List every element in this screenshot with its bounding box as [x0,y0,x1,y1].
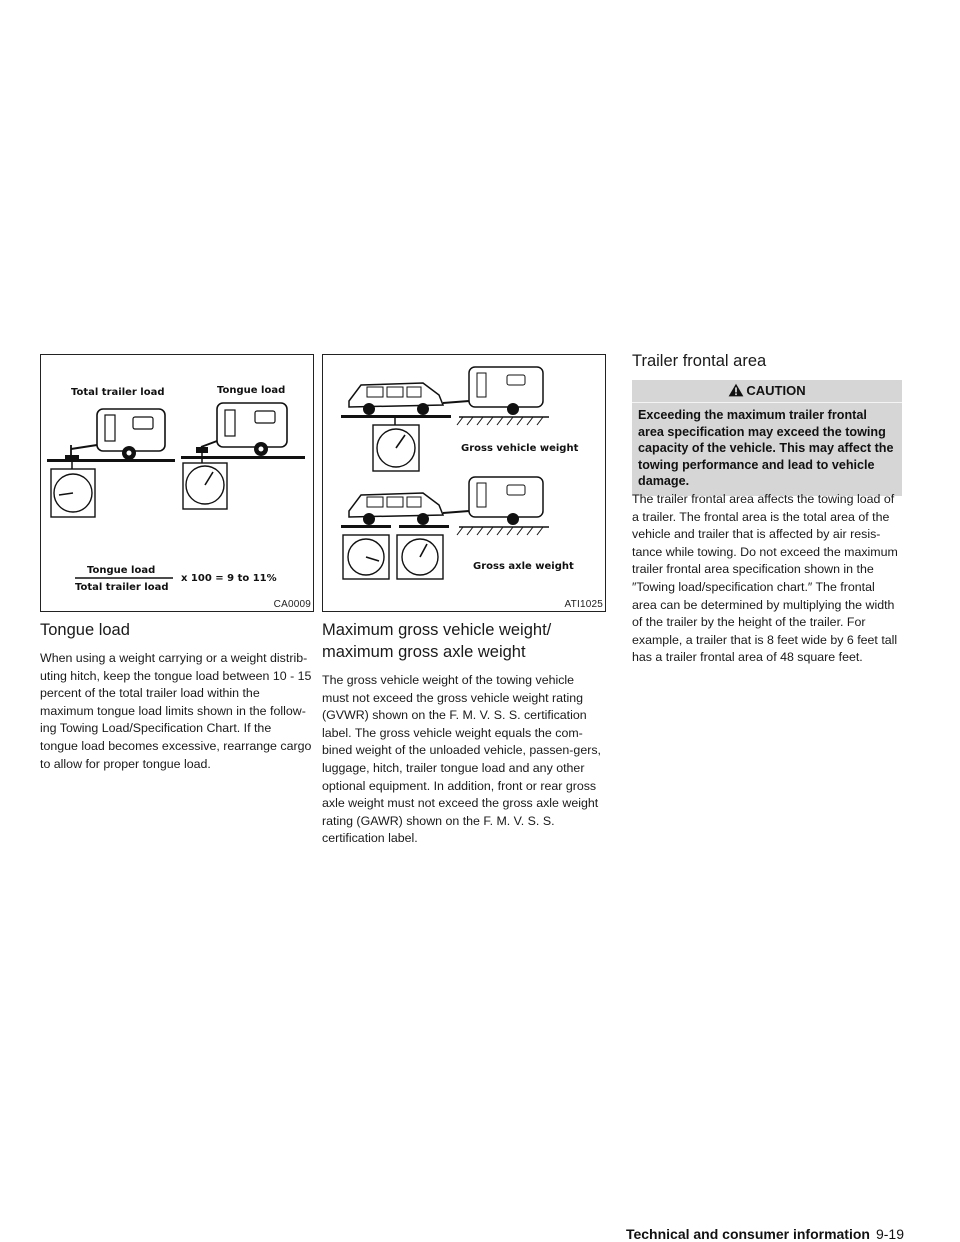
gross-weight-heading [322,619,604,663]
footer-section-title: Technical and consumer information [625,1226,870,1242]
label-gross-axle-weight: Gross axle weight [473,561,574,572]
figure-code: ATI1025 [564,599,603,610]
figure-code: CA0009 [273,599,311,610]
page-number: 9-19 [875,1226,904,1242]
formula-result: x 100 = 9 to 11% [181,573,277,584]
formula-denominator: Total trailer load [75,582,169,593]
label-total-trailer-load: Total trailer load [71,387,165,398]
page-footer [596,1226,904,1242]
caution-box [632,380,902,496]
gross-weight-heading-line2: maximum gross axle weight [322,643,526,661]
caution-text: Exceeding the maximum trailer frontal area specification may exceed the towing capacity of the vehicle. This may affect the towing performance and lead to vehicle damage. [638,408,894,489]
tongue-load-heading: Tongue load [40,621,130,639]
gross-weight-heading-line1: Maximum gross vehicle weight/ [322,621,552,639]
figure-gross-weight [322,354,606,612]
caution-title: CAUTION [746,383,806,398]
label-gross-vehicle-weight: Gross vehicle weight [461,443,579,454]
label-tongue-load: Tongue load [217,385,286,396]
warning-icon [728,383,744,397]
trailer-frontal-body: The trailer frontal area affects the towing load of a trailer. The frontal area is the total area of the vehicle and trailer that is affected by air resis-tance while towing. Do not exceed the maximum trailer frontal area specification shown in the ″Towing load/specification chart.″ The frontal area can be determined by multiplying the width of the trailer by the height of the trailer. For example, a trailer that is 8 feet wide by 6 feet tall has a trailer frontal area of 48 square feet. [632,492,898,665]
formula-numerator: Tongue load [87,565,156,576]
trailer-frontal-heading: Trailer frontal area [632,352,767,370]
gross-weight-body: The gross vehicle weight of the towing vehicle must not exceed the gross vehicle weight rating (GVWR) shown on the F. M. V. S. S. certification label. The gross vehicle weight equals the com-bined weight of the unloaded vehicle, passen-gers, luggage, hitch, trailer tongue load and any other optional equipment. In addition, front or rear gross axle weight must not exceed the gross axle weight rating (GAWR) shown on the F. M. V. S. S. certification label. [322,673,601,846]
caution-header [632,380,902,403]
gross-weight-illustration [323,355,605,611]
tongue-load-body: When using a weight carrying or a weight distrib-uting hitch, keep the tongue load between 10 - 15 percent of the total trailer load within the maximum tongue load limits shown in the follow-ing Towing Load/Specification Chart. If the tongue load becomes excessive, rearrange cargo to allow for proper tongue load. [40,651,312,771]
figure-tongue-load [40,354,314,612]
